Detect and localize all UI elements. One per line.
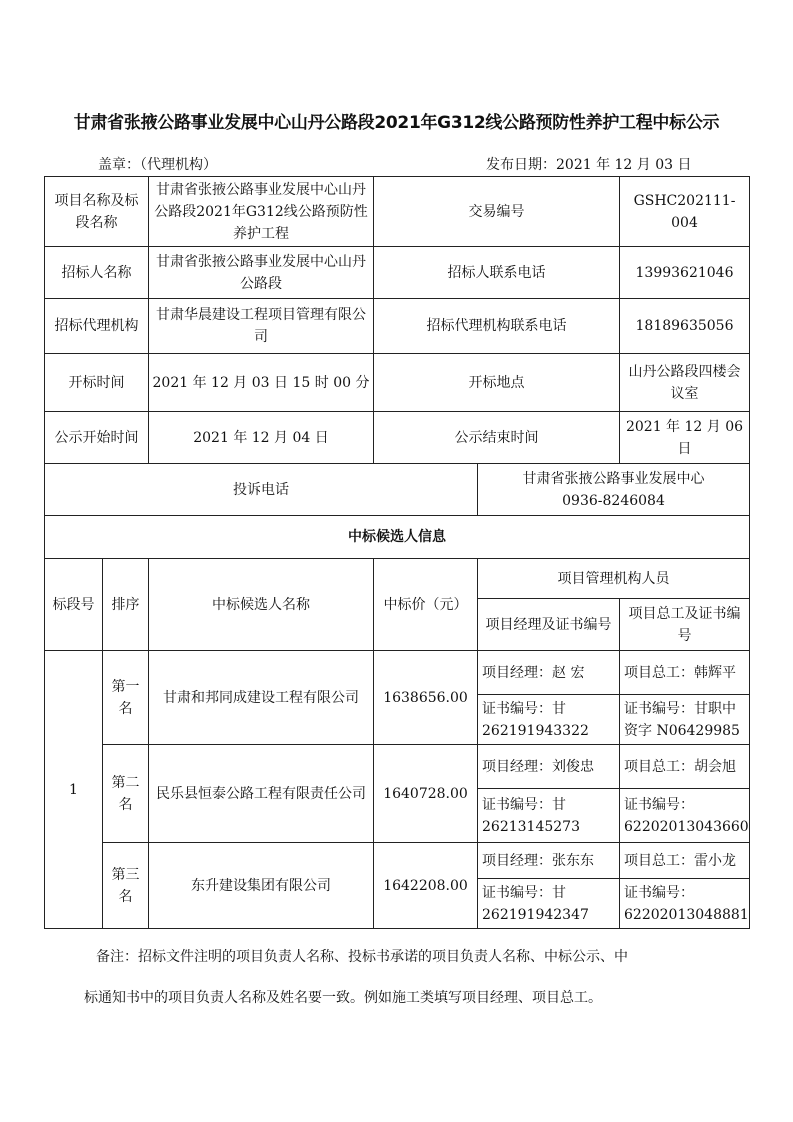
candidate-rank: 第三名	[103, 843, 149, 929]
open-time: 2021 年 12 月 03 日 15 时 00 分	[149, 354, 374, 412]
engineer-cert: 证书编号：甘职中资字 N06429985	[620, 695, 750, 745]
header-rank: 排序	[103, 559, 149, 651]
complaint-contact	[478, 464, 750, 516]
engineer-name: 项目总工：韩辉平	[620, 651, 750, 695]
header-engineer: 项目总工及证书编号	[620, 599, 750, 651]
lot-number: 1	[45, 651, 103, 929]
note-line-1: 备注：招标文件注明的项目负责人名称、投标书承诺的项目负责人名称、中标公示、中	[96, 949, 628, 965]
engineer-cert: 证书编号：62202013043660	[620, 789, 750, 843]
header-manager: 项目经理及证书编号	[478, 599, 620, 651]
candidate-name: 东升建设集团有限公司	[149, 843, 374, 929]
note-line-2: 标通知书中的项目负责人名称及姓名要一致。例如施工类填写项目经理、项目总工。	[84, 990, 602, 1006]
agency: 甘肃华晨建设工程项目管理有限公司	[149, 299, 374, 354]
trade-no: GSHC202111-004	[620, 177, 750, 247]
engineer-name: 项目总工：雷小龙	[620, 843, 750, 879]
pub-end: 2021 年 12 月 06 日	[620, 412, 750, 464]
candidate-price: 1642208.00	[374, 843, 478, 929]
candidate-name: 甘肃和邦同成建设工程有限公司	[149, 651, 374, 745]
engineer-name: 项目总工：胡会旭	[620, 745, 750, 789]
open-time-label: 开标时间	[45, 354, 149, 412]
complaint-phone: 0936-8246084	[562, 492, 665, 509]
page-title: 甘肃省张掖公路事业发展中心山丹公路段2021年G312线公路预防性养护工程中标公示	[73, 113, 720, 133]
candidate-rank: 第二名	[103, 745, 149, 843]
header-price: 中标价（元）	[374, 559, 478, 651]
engineer-cert: 证书编号：62202013048881	[620, 879, 750, 929]
pub-start-label: 公示开始时间	[45, 412, 149, 464]
agency-label: 招标代理机构	[45, 299, 149, 354]
manager-cert: 证书编号：甘 262191943322	[478, 695, 620, 745]
manager-name: 项目经理：赵 宏	[478, 651, 620, 695]
header-staff: 项目管理机构人员	[478, 559, 750, 599]
header-lot: 标段号	[45, 559, 103, 651]
tenderer-label: 招标人名称	[45, 247, 149, 299]
candidate-price: 1638656.00	[374, 651, 478, 745]
open-place-label: 开标地点	[374, 354, 620, 412]
complaint-label: 投诉电话	[45, 464, 478, 516]
candidates-section-title: 中标候选人信息	[45, 516, 750, 559]
agency-phone-label: 招标代理机构联系电话	[374, 299, 620, 354]
header-name: 中标候选人名称	[149, 559, 374, 651]
open-place: 山丹公路段四楼会议室	[620, 354, 750, 412]
manager-cert: 证书编号：甘 262191942347	[478, 879, 620, 929]
pub-start: 2021 年 12 月 04 日	[149, 412, 374, 464]
project-name-label: 项目名称及标段名称	[45, 177, 149, 247]
agency-phone: 18189635056	[620, 299, 750, 354]
notice-table	[44, 176, 750, 929]
trade-no-label: 交易编号	[374, 177, 620, 247]
candidate-price: 1640728.00	[374, 745, 478, 843]
seal-label: 盖章：（代理机构）	[98, 157, 217, 173]
pub-end-label: 公示结束时间	[374, 412, 620, 464]
tenderer: 甘肃省张掖公路事业发展中心山丹公路段	[149, 247, 374, 299]
tenderer-phone: 13993621046	[620, 247, 750, 299]
candidate-name: 民乐县恒泰公路工程有限责任公司	[149, 745, 374, 843]
complaint-org: 甘肃省张掖公路事业发展中心	[522, 470, 705, 487]
publish-date: 发布日期：2021 年 12 月 03 日	[486, 157, 692, 173]
manager-name: 项目经理：刘俊忠	[478, 745, 620, 789]
tenderer-phone-label: 招标人联系电话	[374, 247, 620, 299]
manager-name: 项目经理：张东东	[478, 843, 620, 879]
project-name: 甘肃省张掖公路事业发展中心山丹公路段2021年G312线公路预防性养护工程	[149, 177, 374, 247]
candidate-rank: 第一名	[103, 651, 149, 745]
manager-cert: 证书编号：甘 26213145273	[478, 789, 620, 843]
